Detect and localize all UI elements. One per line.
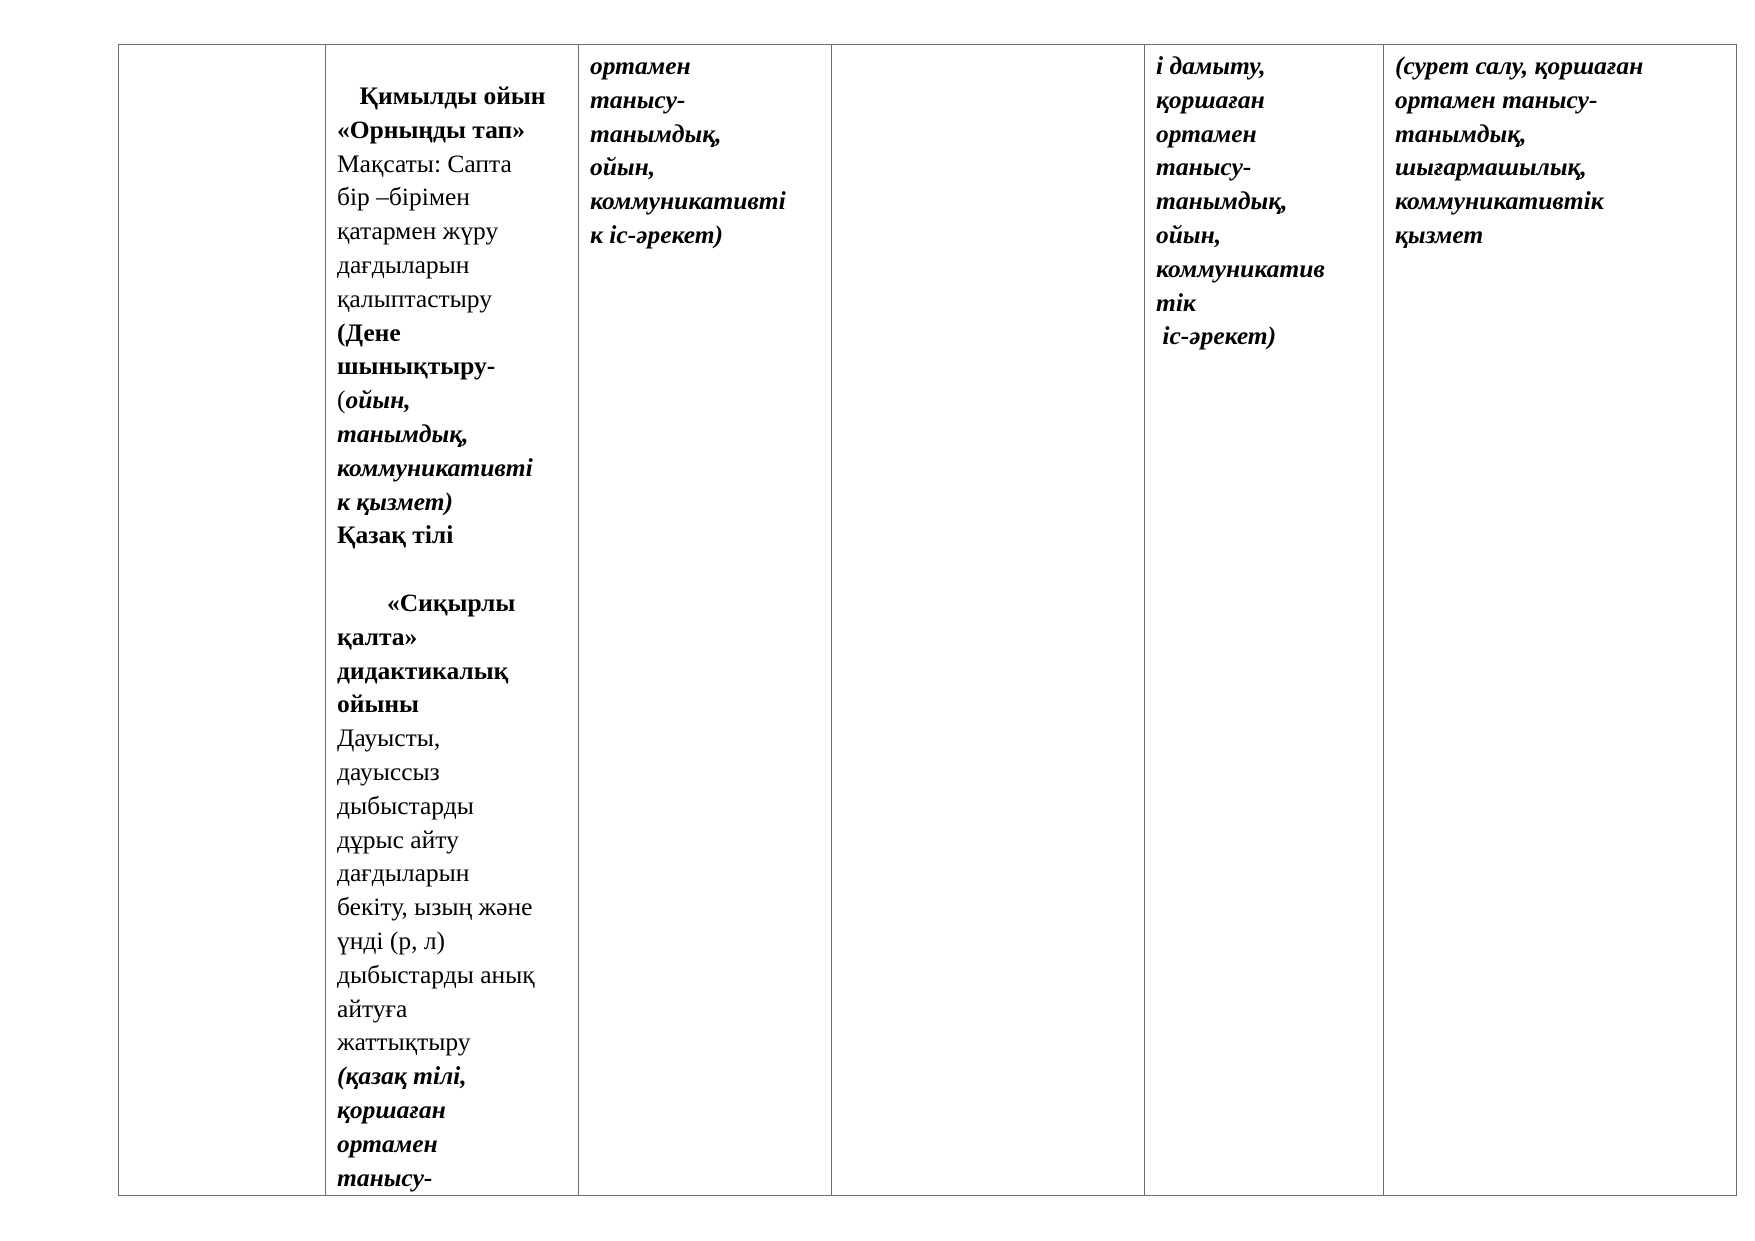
activity-line: тік [1156, 287, 1196, 317]
goal-line: бір –бірімен [337, 182, 470, 212]
activity-line: қызмет [1395, 219, 1484, 249]
activity-line: танымдық, [590, 118, 722, 148]
didactic-text-line: бекіту, ызың және [337, 892, 533, 922]
activity-line: ортамен [1156, 118, 1257, 148]
didactic-activity-line: танысу- [337, 1162, 433, 1192]
table-cell-col4 [832, 45, 1145, 1196]
goal-line: қатармен жүру [337, 216, 499, 246]
didactic-text-line: айтуға [337, 993, 408, 1023]
activity-line: коммуникатив [1156, 253, 1325, 283]
didactic-game-title: ойыны [337, 689, 419, 719]
activity-line: танымдық, [337, 418, 469, 448]
subject-heading: Қазақ тілі [337, 520, 454, 550]
blank-line [337, 552, 568, 586]
activity-line: танысу- [1156, 152, 1252, 182]
didactic-text-line: дыбыстарды [337, 790, 474, 820]
area-line: шынықтыру- [337, 351, 496, 381]
didactic-game-title: қалта» [337, 621, 418, 651]
didactic-activity-line: (қазақ тілі, [337, 1061, 467, 1091]
didactic-activity-line: қоршаған [337, 1094, 446, 1124]
activity-first: ойын, [345, 385, 411, 415]
activity-line: коммуникативті [337, 452, 533, 482]
table-cell-col2 [326, 45, 579, 1196]
activity-line: ойын, [590, 152, 656, 182]
didactic-game-title: дидактикалық [337, 655, 509, 685]
activity-line: (сурет салу, қоршаған [1395, 51, 1644, 80]
activity-line: ортамен танысу- [1395, 84, 1598, 114]
table-cell-col1 [119, 45, 326, 1196]
didactic-text-line: үнді (р, л) [337, 925, 446, 955]
didactic-activity-line: ортамен [337, 1128, 438, 1158]
activity-line: коммуникативті [590, 186, 786, 216]
didactic-text-line: жаттықтыру [337, 1027, 471, 1057]
activity-line: ортамен [590, 51, 691, 80]
activity-line: ойын, [1156, 219, 1222, 249]
game-name: «Орныңды тап» [337, 114, 525, 144]
activity-line: коммуникативтік [1395, 186, 1604, 216]
activity-line: қоршаған [1156, 84, 1265, 114]
table-row [119, 45, 1737, 1196]
table-cell-col5 [1145, 45, 1384, 1196]
area-line: (Дене [337, 317, 401, 347]
didactic-text-line: дыбыстарды анық [337, 959, 535, 989]
activity-line: танымдық, [1395, 118, 1527, 148]
game-title: Қимылды ойын [359, 81, 546, 110]
didactic-game-title: «Сиқырлы [387, 587, 516, 617]
lesson-plan-table [118, 44, 1737, 1196]
goal-line: дағдыларын [337, 249, 470, 279]
didactic-text-line: дағдыларын [337, 858, 470, 888]
goal-line: Мақсаты: Сапта [337, 148, 512, 178]
activity-line [337, 383, 568, 417]
activity-line: іс-әрекет) [1156, 321, 1277, 351]
activity-open-paren: ( [337, 385, 346, 415]
didactic-text-line: дауыссыз [337, 756, 440, 786]
activity-line: танымдық, [1156, 186, 1288, 216]
activity-line: шығармашылық, [1395, 152, 1587, 182]
activity-line: к іс-әрекет) [590, 219, 724, 249]
activity-line: і дамыту, [1156, 51, 1266, 80]
didactic-text-line: дұрыс айту [337, 824, 459, 854]
table-cell-col3 [579, 45, 832, 1196]
table-cell-col6 [1384, 45, 1737, 1196]
didactic-text-line: Дауысты, [337, 723, 441, 753]
activity-line: к қызмет) [337, 486, 454, 516]
activity-line: танысу- [590, 84, 686, 114]
goal-line: қалыптастыру [337, 283, 492, 313]
